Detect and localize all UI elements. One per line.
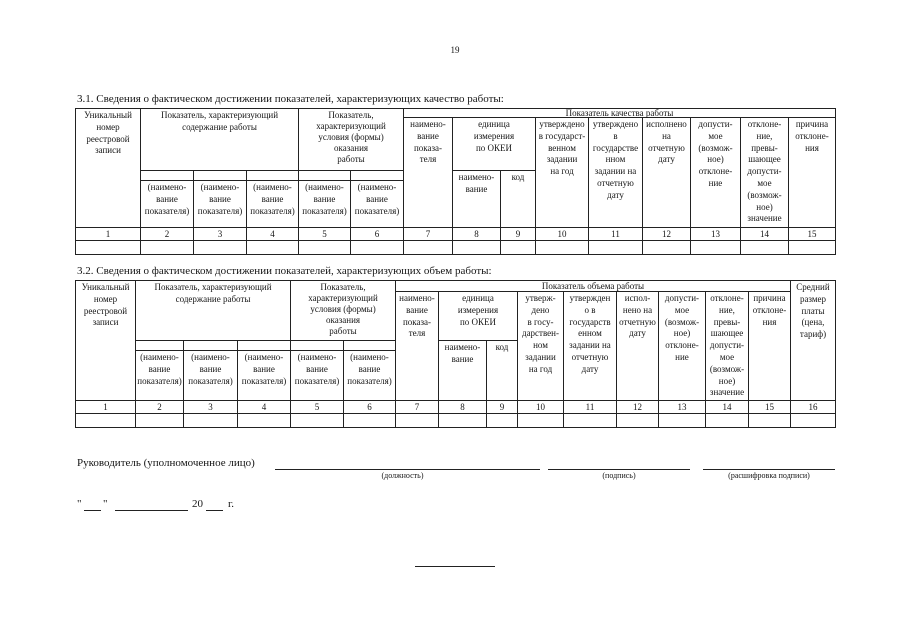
data-cell (617, 414, 659, 428)
column-number: 10 (518, 401, 564, 414)
sub-indicator-name-header: (наимено- вание показателя) (344, 351, 396, 401)
column-number: 5 (299, 228, 351, 241)
data-cell (789, 241, 836, 255)
column-number: 1 (76, 228, 141, 241)
data-cell (141, 241, 194, 255)
blank-header-cell (291, 341, 344, 351)
column-number: 1 (76, 401, 136, 414)
footnote-separator-line (415, 566, 495, 567)
sub-indicator-name-header: (наимено- вание показателя) (136, 351, 184, 401)
signature-line (548, 469, 690, 470)
column-number: 3 (194, 228, 247, 241)
data-cell (706, 414, 749, 428)
data-cell (589, 241, 643, 255)
year-suffix: г. (228, 498, 235, 510)
unit-code-header: код (501, 171, 536, 228)
column-number: 12 (617, 401, 659, 414)
unit-of-measure-header: единица измерения по ОКЕИ (453, 118, 536, 171)
column-number: 6 (351, 228, 404, 241)
data-cell (439, 414, 487, 428)
sub-indicator-name-header: (наимено- вание показателя) (247, 181, 299, 228)
month-blank-line (115, 510, 188, 511)
data-cell (501, 241, 536, 255)
data-cell (76, 241, 141, 255)
volume-section-title: 3.2. Сведения о фактическом достижении показателей, характеризующих объем работы: (77, 265, 492, 277)
day-blank-line (84, 510, 101, 511)
data-cell (791, 414, 836, 428)
deviation-reason-header: причина отклоне- ния (749, 292, 791, 401)
data-cell (659, 414, 706, 428)
name-transcript-line (703, 469, 835, 470)
data-cell (749, 414, 791, 428)
blank-header-cell (194, 171, 247, 181)
date-quote-open: " (77, 498, 82, 510)
column-number: 2 (136, 401, 184, 414)
page-number: 19 (450, 45, 460, 55)
data-cell (396, 414, 439, 428)
year-blank-line (206, 510, 223, 511)
unit-name-header: наимено- вание (439, 341, 487, 401)
data-cell (536, 241, 589, 255)
average-fee-header: Средний размер платы (цена, тариф) (791, 281, 836, 401)
manager-signature-label: Руководитель (уполномоченное лицо) (77, 457, 255, 469)
data-cell (299, 241, 351, 255)
excess-deviation-header: отклоне- ние, превы- шающее допусти- мое (возмож- ное) значение (706, 292, 749, 401)
unit-name-header: наимено- вание (453, 171, 501, 228)
data-cell (76, 414, 136, 428)
indicator-name-header: наимено- вание показа- теля (404, 118, 453, 228)
approved-for-year-header: утверж- дено в госу- дарствен- ном задании на год (518, 292, 564, 401)
column-number: 7 (396, 401, 439, 414)
blank-header-cell (136, 341, 184, 351)
blank-header-cell (351, 171, 404, 181)
signature-caption: (подпись) (602, 471, 636, 480)
column-number: 3 (184, 401, 238, 414)
work-content-indicator-header: Показатель, характеризующий содержание работы (141, 109, 299, 171)
column-number: 4 (238, 401, 291, 414)
registry-number-header: Уникальный номер реестровой записи (76, 281, 136, 401)
column-number: 14 (706, 401, 749, 414)
data-cell (194, 241, 247, 255)
blank-header-cell (238, 341, 291, 351)
name-transcript-caption: (расшифровка подписи) (728, 471, 810, 480)
column-number: 5 (291, 401, 344, 414)
column-number: 11 (589, 228, 643, 241)
data-cell (291, 414, 344, 428)
sub-indicator-name-header: (наимено- вание показателя) (238, 351, 291, 401)
job-title-line (275, 469, 540, 470)
blank-header-cell (184, 341, 238, 351)
column-number: 4 (247, 228, 299, 241)
registry-number-header: Уникальный номер реестровой записи (76, 109, 141, 228)
column-number: 16 (791, 401, 836, 414)
work-conditions-indicator-header: Показатель, характеризующий условия (формы) оказания работы (299, 109, 404, 171)
column-number: 13 (691, 228, 741, 241)
column-number: 2 (141, 228, 194, 241)
column-number: 9 (501, 228, 536, 241)
sub-indicator-name-header: (наимено- вание показателя) (291, 351, 344, 401)
sub-indicator-name-header: (наимено- вание показателя) (299, 181, 351, 228)
approved-for-reporting-date-header: утверждено в государстве нном задании на отчетную дату (589, 118, 643, 228)
allowed-deviation-header: допусти- мое (возмож- ное) отклоне- ние (691, 118, 741, 228)
work-conditions-indicator-header: Показатель, характеризующий условия (формы) оказания работы (291, 281, 396, 341)
column-number: 13 (659, 401, 706, 414)
deviation-reason-header: причина отклоне- ния (789, 118, 836, 228)
data-cell (643, 241, 691, 255)
column-number: 15 (789, 228, 836, 241)
sub-indicator-name-header: (наимено- вание показателя) (141, 181, 194, 228)
column-number: 10 (536, 228, 589, 241)
column-number: 7 (404, 228, 453, 241)
job-title-caption: (должность) (381, 471, 424, 480)
volume-indicators-table (75, 280, 836, 428)
executed-header: испол- нено на отчетную дату (617, 292, 659, 401)
data-cell (453, 241, 501, 255)
data-cell (741, 241, 789, 255)
column-number: 6 (344, 401, 396, 414)
sub-indicator-name-header: (наимено- вание показателя) (351, 181, 404, 228)
volume-indicator-group-header: Показатель объема работы (396, 281, 791, 292)
date-quote-close: " (103, 498, 108, 510)
column-number: 12 (643, 228, 691, 241)
column-number: 15 (749, 401, 791, 414)
data-cell (247, 241, 299, 255)
excess-deviation-header: отклоне- ние, превы- шающее допусти- мое (возмож- ное) значение (741, 118, 789, 228)
column-number: 14 (741, 228, 789, 241)
indicator-name-header: наимено- вание показа- теля (396, 292, 439, 401)
column-number: 8 (439, 401, 487, 414)
unit-of-measure-header: единица измерения по ОКЕИ (439, 292, 518, 341)
sub-indicator-name-header: (наимено- вание показателя) (194, 181, 247, 228)
data-cell (238, 414, 291, 428)
quality-section-title: 3.1. Сведения о фактическом достижении показателей, характеризующих качество работы: (77, 93, 504, 105)
year-prefix: 20 (192, 498, 203, 510)
data-cell (344, 414, 396, 428)
data-cell (564, 414, 617, 428)
sub-indicator-name-header: (наимено- вание показателя) (184, 351, 238, 401)
approved-for-reporting-date-header: утвержден о в государств енном задании на отчетную дату (564, 292, 617, 401)
data-cell (404, 241, 453, 255)
quality-indicators-table (75, 108, 836, 255)
column-number: 8 (453, 228, 501, 241)
data-cell (487, 414, 518, 428)
executed-header: исполнено на отчетную дату (643, 118, 691, 228)
data-cell (691, 241, 741, 255)
blank-header-cell (141, 171, 194, 181)
data-cell (518, 414, 564, 428)
work-content-indicator-header: Показатель, характеризующий содержание работы (136, 281, 291, 341)
quality-indicator-group-header: Показатель качества работы (404, 109, 836, 118)
blank-header-cell (247, 171, 299, 181)
data-cell (351, 241, 404, 255)
data-cell (136, 414, 184, 428)
allowed-deviation-header: допусти- мое (возмож- ное) отклоне- ние (659, 292, 706, 401)
blank-header-cell (344, 341, 396, 351)
approved-for-year-header: утверждено в государст- венном задании на год (536, 118, 589, 228)
column-number: 11 (564, 401, 617, 414)
data-cell (184, 414, 238, 428)
unit-code-header: код (487, 341, 518, 401)
blank-header-cell (299, 171, 351, 181)
column-number: 9 (487, 401, 518, 414)
